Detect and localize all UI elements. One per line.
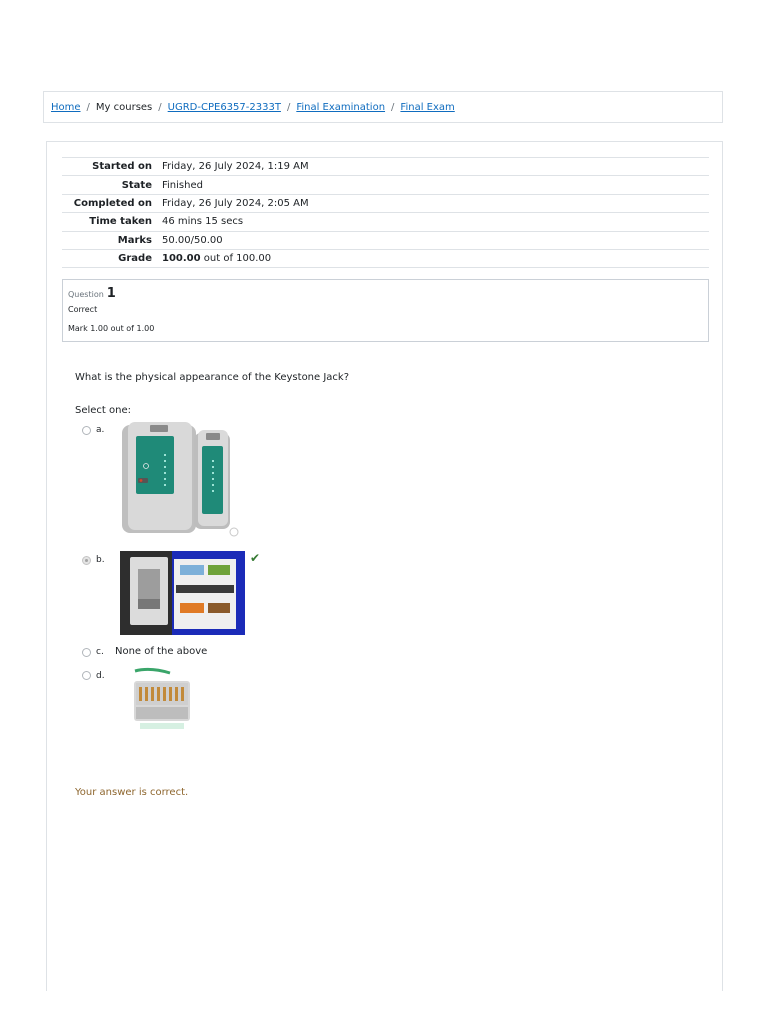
summary-label: Time taken (89, 216, 152, 228)
network-cable-tester-image (120, 420, 246, 543)
breadcrumb-separator: / (286, 101, 291, 113)
question-label: Question (68, 290, 104, 299)
grade-score: 100.00 (162, 253, 201, 265)
answer-feedback: Your answer is correct. (75, 787, 189, 798)
summary-value: Friday, 26 July 2024, 2:05 AM (162, 197, 309, 209)
breadcrumb-separator: / (158, 101, 162, 113)
select-one-prompt: Select one: (75, 405, 132, 416)
breadcrumb-course-link[interactable]: UGRD-CPE6357-2333T (167, 101, 281, 113)
rj45-connector-image (130, 667, 195, 737)
keystone-jack-image (120, 551, 245, 635)
breadcrumb-my-courses: My courses (95, 101, 153, 113)
option-a-label: a. (96, 425, 105, 435)
breadcrumb-section-link[interactable]: Final Examination (296, 101, 386, 113)
breadcrumb-separator: / (391, 101, 395, 113)
question-state: Correct (68, 305, 98, 314)
summary-row (62, 194, 709, 212)
breadcrumb-quiz-link[interactable]: Final Exam (400, 101, 455, 113)
summary-row (62, 249, 709, 267)
option-d-label: d. (96, 671, 105, 681)
breadcrumb (43, 91, 723, 123)
summary-row (62, 176, 709, 194)
summary-label: Grade (118, 253, 152, 265)
option-b-radio[interactable] (82, 556, 91, 565)
summary-value: Friday, 26 July 2024, 1:19 AM (162, 161, 309, 173)
summary-label: Marks (117, 234, 152, 246)
option-c-radio[interactable] (82, 648, 91, 657)
summary-row (62, 213, 709, 231)
summary-label: Started on (92, 161, 152, 173)
option-d-radio[interactable] (82, 671, 91, 680)
question-text: What is the physical appearance of the Keystone Jack? (75, 372, 350, 383)
question-number (68, 286, 703, 301)
attempt-summary-table (62, 157, 709, 268)
option-c-text: None of the above (115, 646, 208, 657)
quiz-review-card (46, 141, 723, 991)
summary-value: 50.00/50.00 (162, 234, 223, 246)
option-b-label: b. (96, 555, 105, 565)
breadcrumb-home-link[interactable]: Home (51, 101, 81, 113)
check-icon: ✔ (250, 551, 261, 565)
summary-grade-value (162, 249, 709, 267)
summary-row (62, 158, 709, 176)
summary-value: Finished (162, 179, 203, 191)
summary-row (62, 231, 709, 249)
summary-label: Completed on (73, 197, 152, 209)
breadcrumb-separator: / (86, 101, 90, 113)
summary-value: 46 mins 15 secs (162, 216, 244, 228)
summary-label: State (121, 179, 152, 191)
option-a-radio[interactable] (82, 426, 91, 435)
question-info-box (62, 279, 709, 342)
grade-out-of: out of 100.00 (200, 253, 272, 265)
option-c-label: c. (96, 647, 104, 657)
question-num-value: 1 (106, 286, 116, 301)
question-grade: Mark 1.00 out of 1.00 (68, 324, 155, 333)
